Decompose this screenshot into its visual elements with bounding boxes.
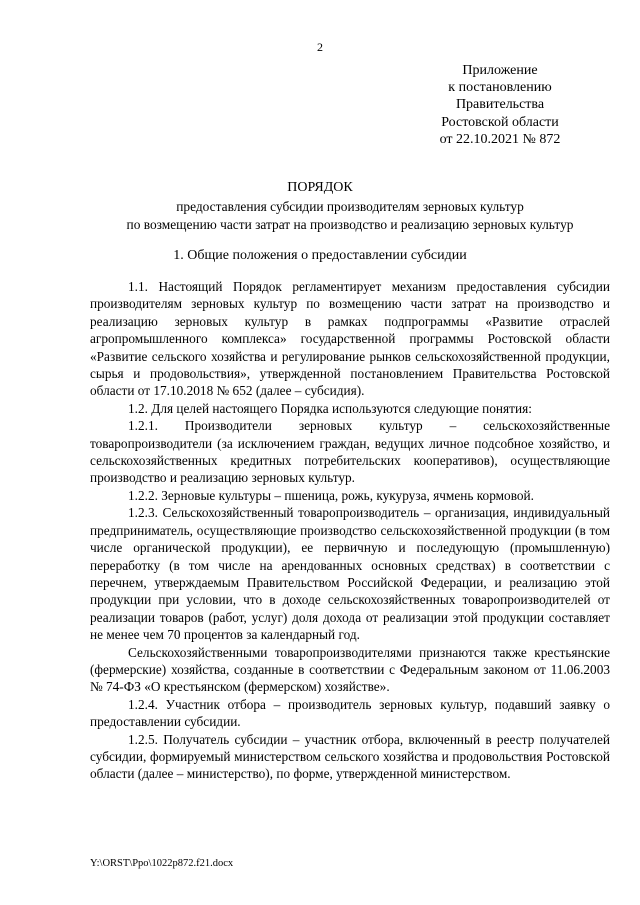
subtitle-line: по возмещению части затрат на производство и реализацию зерновых культур: [126, 217, 574, 232]
paragraph: 1.2.3. Сельскохозяйственный товаропроизводитель – организация, индивидуальный предприниматель, осуществляющие производство сельскохозяйственной продукции (в том числе органической продукции), ее первичную и последующую (промышленную) переработку (в том числе на арендованных основных средствах) в соответствии с перечнем, утверждаемым Правительством Российской Федерации, и реализацию этой продукции при условии, что в доходе сельскохозяйственных товаропроизводителей от реализации товаров (работ, услуг) доля дохода от реализации этой продукции составляет не менее чем 70 процентов за календарный год.: [90, 505, 610, 643]
appendix-line: Правительства: [455, 97, 545, 113]
page-number: 2: [317, 40, 323, 54]
paragraph: Сельскохозяйственными товаропроизводителями признаются также крестьянские (фермерские) хозяйства, созданные в соответствии с Федеральным законом от 11.06.2003 № 74-ФЗ «О крестьянском (фермерском) хозяйстве».: [90, 644, 610, 695]
appendix-block: [405, 62, 595, 148]
appendix-line: от 22.10.2021 № 872: [439, 131, 561, 147]
paragraph: 1.1. Настоящий Порядок регламентирует механизм предоставления субсидии производителям зерновых культур по возмещению части затрат на производство и реализацию зерновых культур в рамках подпрограммы «Развитие отраслей агропромышленного комплекса» государственной программы Ростовской области «Развитие сельского хозяйства и регулирование рынков сельскохозяйственной продукции, сырья и продовольствия», утвержденной постановлением Правительства Ростовской области от 17.10.2018 № 652 (далее – субсидия).: [90, 279, 610, 399]
document-subtitle: [80, 198, 620, 234]
document-title: ПОРЯДОК: [287, 180, 353, 195]
appendix-line: Приложение: [462, 63, 538, 78]
document-body: [90, 278, 610, 783]
paragraph: 1.2.4. Участник отбора – производитель зерновых культур, подавший заявку о предоставлении субсидии.: [90, 696, 610, 730]
paragraph: 1.2.1. Производители зерновых культур – сельскохозяйственные товаропроизводители (за исключением граждан, ведущих личное подсобное хозяйство, и сельскохозяйственных кредитных потребительских кооперативов), осуществляющие производство и реализацию зерновых культур.: [90, 418, 610, 486]
paragraph: 1.2.5. Получатель субсидии – участник отбора, включенный в реестр получателей субсидии, формируемый министерством сельского хозяйства и продовольствия Ростовской области (далее – министерство), по форме, утвержденной министерством.: [90, 731, 610, 782]
appendix-line: Ростовской области: [441, 114, 559, 130]
file-path-footer: Y:\ORST\Ppo\1022p872.f21.docx: [90, 858, 234, 869]
section-heading: 1. Общие положения о предоставлении субсидии: [173, 248, 467, 263]
subtitle-line: предоставления субсидии производителям зерновых культур: [176, 199, 524, 214]
paragraph: 1.2.2. Зерновые культуры – пшеница, рожь, кукуруза, ячмень кормовой.: [128, 487, 534, 503]
appendix-line: к постановлению: [448, 80, 552, 96]
paragraph: 1.2. Для целей настоящего Порядка используются следующие понятия:: [128, 400, 532, 416]
